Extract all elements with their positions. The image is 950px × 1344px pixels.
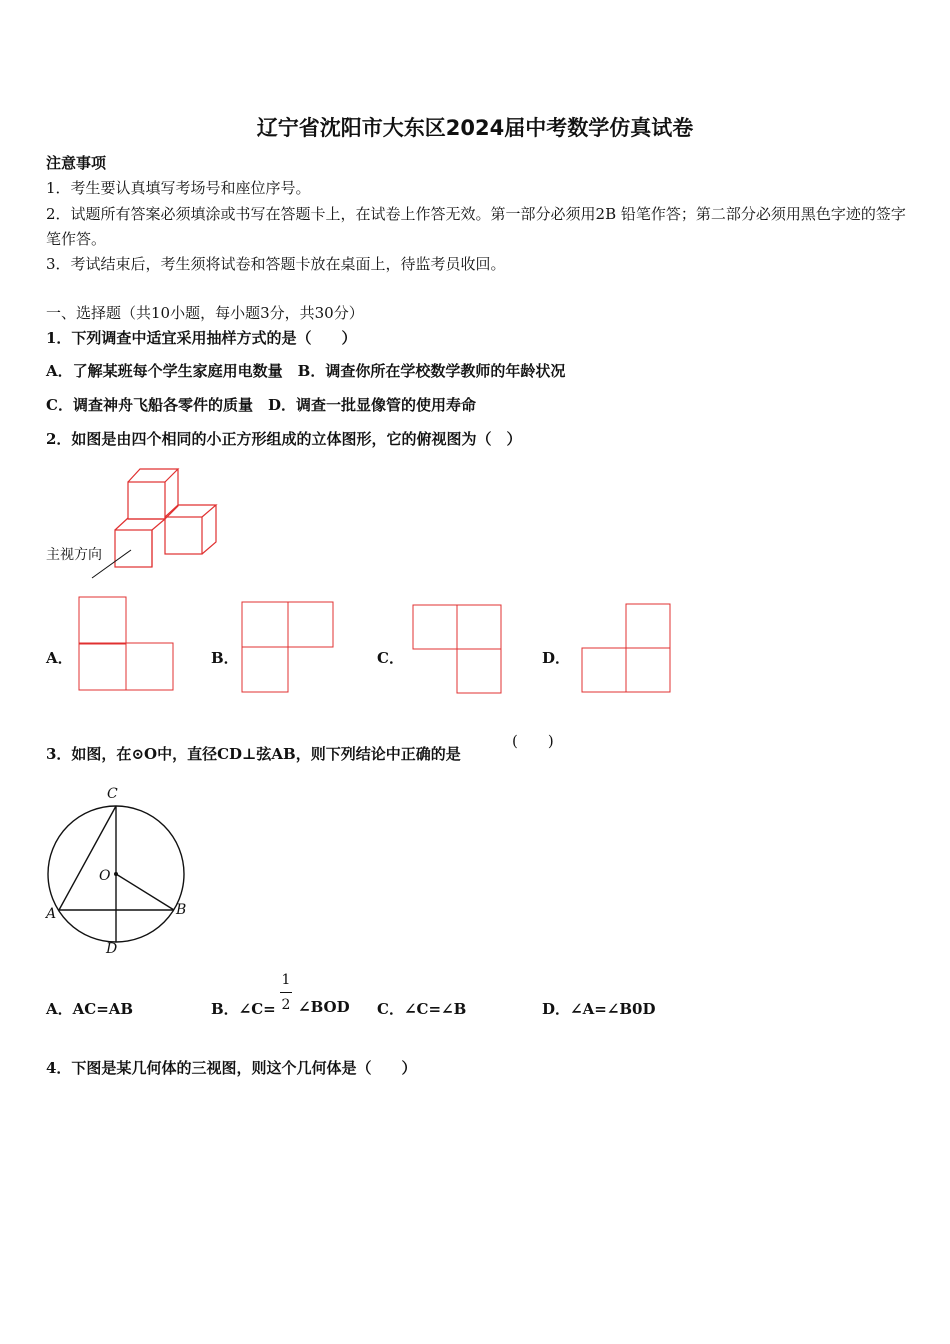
q3-option-b-numerator: 1 [281, 972, 291, 988]
q3-point-d-label: D [106, 941, 118, 957]
q1-stem: 1．下列调查中适宜采用抽样方式的是（ ） [46, 329, 357, 347]
q2-option-c-label: C． [377, 649, 404, 667]
q4-stem: 4．下图是某几何体的三视图，则这个几何体是（ ） [46, 1059, 417, 1077]
q3-point-c-label: C [107, 786, 118, 802]
q3-stem: 3．如图，在⊙O中，直径CD⊥弦AB，则下列结论中正确的是 [46, 745, 461, 763]
q2-stem: 2．如图是由四个相同的小正方形组成的立体图形，它的俯视图为（ ） [46, 430, 522, 448]
q3-option-a: A．AC=AB [46, 1000, 134, 1018]
q2-option-a-label: A． [46, 649, 73, 667]
q3-option-b-denominator: 2 [281, 997, 291, 1013]
q2-option-a-figure [78, 596, 178, 694]
q3-option-c: C．∠C=∠B [377, 1000, 467, 1018]
page-title: 辽宁省沈阳市大东区2024届中考数学仿真试卷 [256, 116, 694, 140]
q3-circle-figure [40, 785, 200, 960]
q3-answer-paren: ( ) [512, 732, 554, 750]
q3-point-a-label: A [46, 906, 57, 922]
q2-option-b-figure [241, 600, 337, 694]
q3-option-b-prefix: B．∠C= [211, 1000, 276, 1018]
q2-cube-figure [0, 460, 260, 590]
q2-option-b-label: B． [211, 649, 239, 667]
q2-option-d-label: D． [542, 649, 571, 667]
q2-view-direction-label: 主视方向 [46, 547, 102, 563]
q3-point-o-label: O [99, 868, 111, 884]
notice-heading: 注意事项 [46, 154, 107, 172]
section-heading: 一、选择题（共10小题，每小题3分，共30分） [46, 304, 364, 322]
q3-point-b-label: B [176, 902, 187, 918]
notice-item-2: 2．试题所有答案必须填涂或书写在答题卡上，在试卷上作答无效。第一部分必须用2B 铅笔作答；第二部分必须用黑色字迹的签字笔作答。 [46, 205, 906, 248]
notice-item-3: 3．考试结束后，考生须将试卷和答题卡放在桌面上，待监考员收回。 [46, 255, 506, 273]
q3-option-b-suffix: ∠BOD [298, 998, 350, 1016]
q3-option-b-fraction-bar [280, 992, 292, 993]
q2-option-c-figure [411, 603, 505, 695]
notice-item-1: 1．考生要认真填写考场号和座位序号。 [46, 179, 311, 197]
q3-option-d: D．∠A=∠B0D [542, 1000, 656, 1018]
q1-options-line2: C．调查神舟飞船各零件的质量 D．调查一批显像管的使用寿命 [46, 396, 476, 414]
q2-option-d-figure [580, 602, 674, 694]
q1-options-line1: A．了解某班每个学生家庭用电数量 B．调查你所在学校数学教师的年龄状况 [46, 362, 566, 380]
